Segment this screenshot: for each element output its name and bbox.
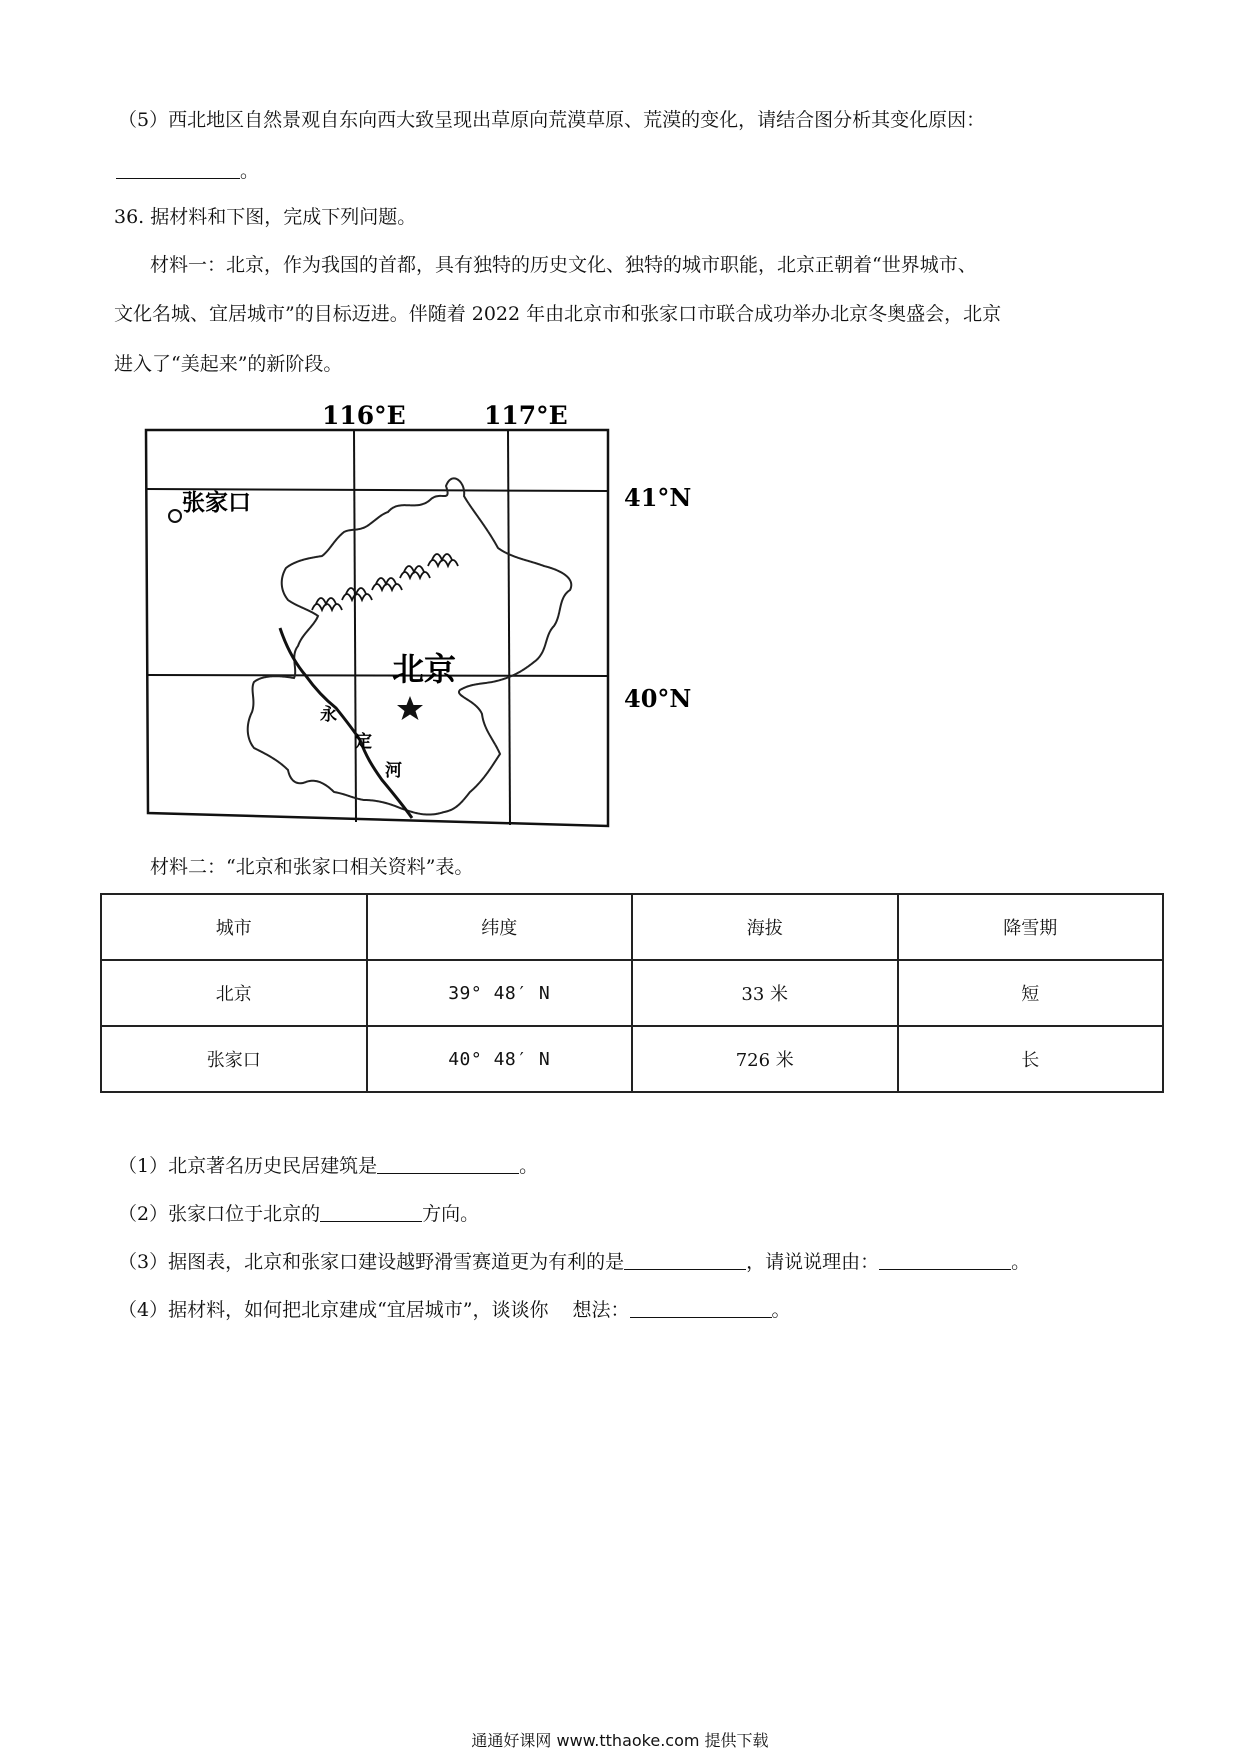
zhangjiakou-marker-icon	[169, 510, 181, 522]
material-1-line-3: 进入了“美起来”的新阶段。	[114, 353, 343, 375]
cell-altitude: 33 米	[632, 960, 898, 1026]
table-row	[101, 960, 1163, 1026]
cell-latitude: 40° 48′ N	[367, 1026, 633, 1092]
label-40n: 40°N	[624, 684, 692, 713]
header-altitude: 海拔	[632, 894, 898, 960]
material-2-caption: 材料二：“北京和张家口相关资料”表。	[150, 856, 474, 878]
header-latitude: 纬度	[367, 894, 633, 960]
question-36-heading: 36. 据材料和下图，完成下列问题。	[114, 206, 417, 228]
cell-altitude: 726 米	[632, 1026, 898, 1092]
label-river-1: 永	[320, 705, 337, 725]
question-36-4: （4）据材料，如何把北京建成“宜居城市”，谈谈你 想法： 。	[118, 1299, 791, 1321]
cell-latitude: 39° 48′ N	[367, 960, 633, 1026]
question-36-2: （2）张家口位于北京的 方向。	[118, 1203, 480, 1225]
cell-snow-period: 长	[898, 1026, 1164, 1092]
label-41n: 41°N	[624, 483, 692, 512]
answer-blank[interactable]	[377, 1155, 519, 1174]
answer-blank[interactable]	[116, 160, 240, 179]
material-1-line-1: 材料一：北京，作为我国的首都，具有独特的历史文化、独特的城市职能，北京正朝着“世界城市、	[150, 254, 977, 276]
meridian-116	[354, 430, 356, 822]
label-117e: 117°E	[484, 401, 568, 430]
table-header-row	[101, 894, 1163, 960]
header-snow-period: 降雪期	[898, 894, 1164, 960]
beijing-map	[130, 400, 730, 840]
material-1-line-2: 文化名城、宜居城市”的目标迈进。伴随着 2022 年由北京市和张家口市联合成功举办北京冬奥盛会，北京	[114, 303, 1002, 325]
page-footer: 通通好课网 www.tthaoke.com 提供下载	[471, 1731, 769, 1750]
answer-blank[interactable]	[879, 1251, 1011, 1270]
question-36-3: （3）据图表，北京和张家口建设越野滑雪赛道更为有利的是 ，请说说理由： 。	[118, 1251, 1031, 1273]
beijing-boundary	[248, 478, 572, 814]
label-river-3: 河	[385, 761, 402, 781]
cell-city: 张家口	[101, 1026, 367, 1092]
cell-snow-period: 短	[898, 960, 1164, 1026]
meridian-117	[508, 430, 510, 825]
question-36-1: （1）北京著名历史民居建筑是 。	[118, 1155, 539, 1177]
label-beijing: 北京	[392, 650, 457, 688]
table-row	[101, 1026, 1163, 1092]
answer-blank[interactable]	[320, 1203, 422, 1222]
parallel-40	[147, 675, 608, 676]
label-river-2: 定	[355, 732, 372, 752]
label-zhangjiakou: 张家口	[182, 489, 251, 516]
capital-star-icon	[397, 696, 423, 720]
cell-city: 北京	[101, 960, 367, 1026]
header-city: 城市	[101, 894, 367, 960]
answer-blank[interactable]	[624, 1251, 746, 1270]
answer-blank[interactable]	[630, 1299, 772, 1318]
label-116e: 116°E	[322, 401, 406, 430]
question-35-5: （5）西北地区自然景观自东向西大致呈现出草原向荒漠草原、荒漠的变化，请结合图分析其变化原因：	[118, 109, 986, 131]
city-data-table	[100, 893, 1164, 1093]
answer-line-35-5: 。	[116, 160, 259, 183]
mountain-symbols	[312, 554, 458, 610]
